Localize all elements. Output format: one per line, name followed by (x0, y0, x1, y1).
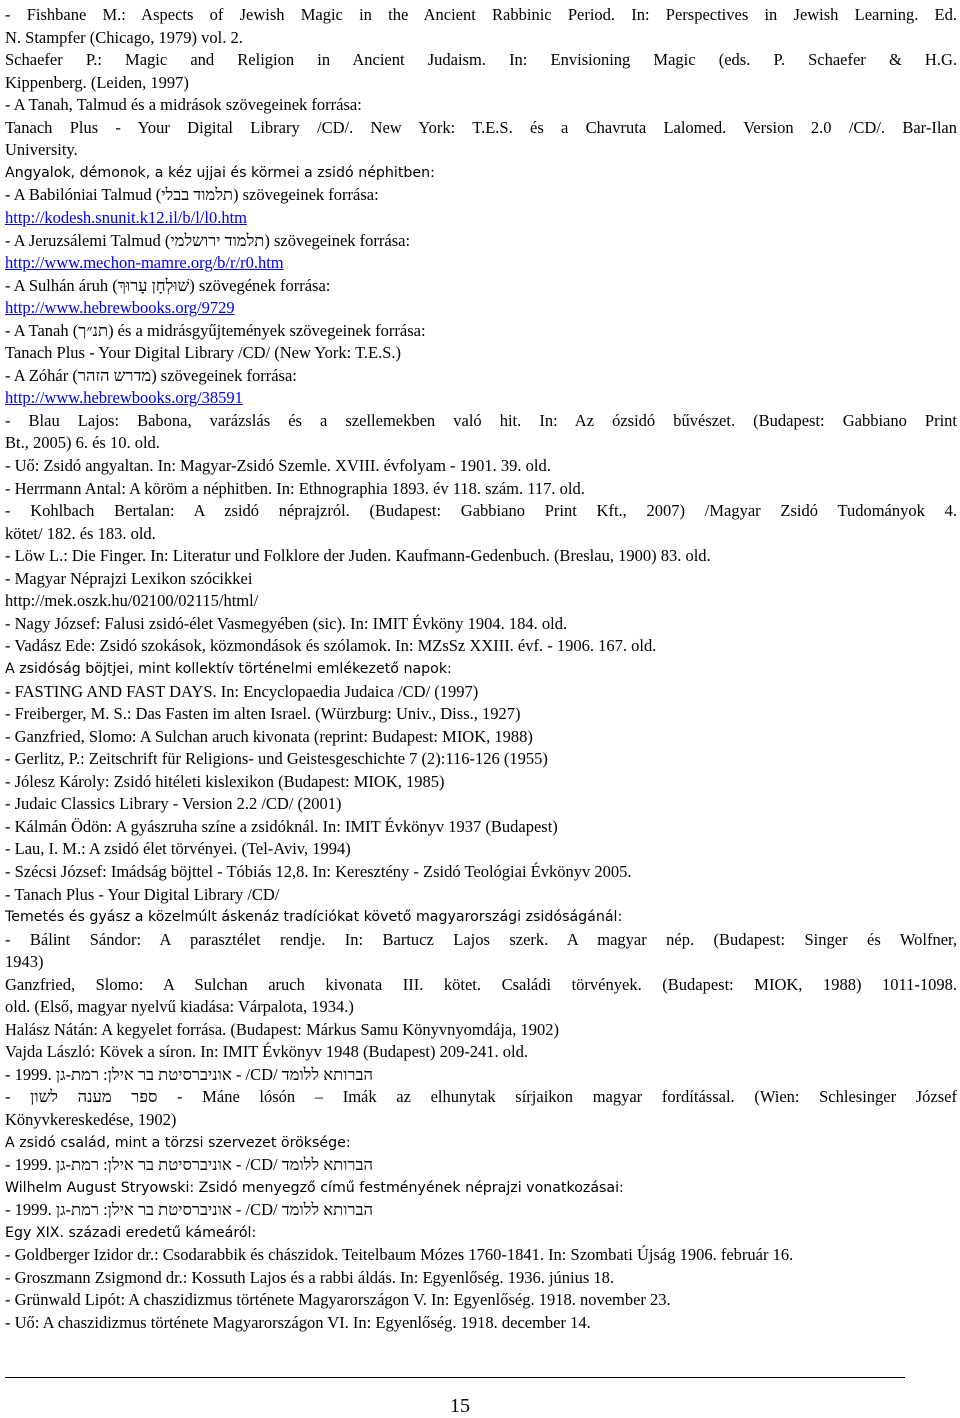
bibliography-line: - Vadász Ede: Zsidó szokások, közmondások és szólamok. In: MZsSz XXIII. évf. - 1906. 167. old. (5, 636, 657, 656)
bibliography-line: - A Tanah, Talmud és a midrások szövegeinek forrása: (5, 95, 362, 115)
bibliography-line: Halász Nátán: A kegyelet forrása. (Budapest: Márkus Samu Könyvnyomdája, 1902) (5, 1019, 559, 1039)
bibliography-line: Könyvkereskedése, 1902) (5, 1110, 177, 1129)
bibliography-line: - A Babilóniai Talmud (תלמוד בבלי) szövegeinek forrása: (5, 185, 379, 205)
bibliography-line: - Fishbane M.: Aspects of Jewish Magic in the Ancient Rabbinic Period. In: Perspectives in Jewish Learning. Ed. (5, 5, 957, 24)
bibliography-line: Ganzfried, Slomo: A Sulchan aruch kivonata III. kötet. Családi törvények. (Budapest: MIOK, 1988) 1011-1098. (5, 974, 957, 994)
bibliography-line: - A Jeruzsálemi Talmud (תלמוד ירושלמי) szövegeinek forrása: (5, 230, 411, 250)
bibliography-line: 1943) (5, 952, 44, 972)
bibliography-line: - Szécsi József: Imádság böjttel - Tóbiás 12,8. In: Keresztény - Zsidó Teológiai Évkönyv 2005. (5, 861, 632, 881)
bibliography-line: N. Stampfer (Chicago, 1979) vol. 2. (5, 27, 243, 47)
bibliography-line: Kippenberg. (Leiden, 1997) (5, 72, 189, 92)
page-number: 15 (450, 1395, 470, 1417)
bibliography-line: - Kohlbach Bertalan: A zsidó néprajzról. (Budapest: Gabbiano Print Kft., 2007) /Magyar Zsidó Tudományok 4. (5, 501, 957, 521)
hyperlink[interactable]: http://kodesh.snunit.k12.il/b/l/l0.htm (5, 208, 248, 227)
bibliography-line: - ספר מענה לשון - Máne lósón – Imák az elhunytak sírjaikon magyar fordítással. (Wien: Schlesinger József (5, 1087, 957, 1107)
link-line (5, 387, 957, 409)
bibliography-line: - Löw L.: Die Finger. In: Literatur und Folklore der Juden. Kaufmann-Gedenbuch. (Breslau, 1900) 83. old. (5, 546, 711, 566)
bibliography-line: - Magyar Néprajzi Lexikon szócikkei (5, 568, 253, 588)
bibliography-line: - 1999. אוניברסיטת בר אילן: רמת-גן - /CD/ הברותא ללומד (5, 1200, 373, 1220)
link-line (5, 297, 957, 319)
bibliography-line: Bt., 2005) 6. és 10. old. (5, 433, 160, 453)
bibliography-line: - Jólesz Károly: Zsidó hitéleti kislexikon (Budapest: MIOK, 1985) (5, 771, 445, 791)
bibliography-line: - A Zóhár (מדרש הזהר) szövegeinek forrása: (5, 365, 297, 385)
bibliography-line: Tanach Plus - Your Digital Library /CD/. New York: T.E.S. és a Chavruta Lalomed. Version 2.0 /CD/. Bar-Ilan (5, 117, 957, 137)
link-line (5, 252, 957, 274)
bibliography-line: - Bálint Sándor: A parasztélet rendje. In: Bartucz Lajos szerk. A magyar nép. (Budapest: Singer és Wolfner, (5, 929, 957, 949)
section-heading: Egy XIX. századi eredetű kámeáról: (5, 1224, 257, 1241)
bibliography-line: University. (5, 140, 78, 160)
bibliography-line: kötet/ 182. és 183. old. (5, 523, 156, 543)
bibliography-line: - Goldberger Izidor dr.: Csodarabbik és chászidok. Teitelbaum Mózes 1760-1841. In: Szombati Újság 1906. február 16. (5, 1245, 794, 1265)
bibliography-line: - Grünwald Lipót: A chaszidizmus története Magyarországon V. In: Egyenlőség. 1918. november 23. (5, 1290, 671, 1310)
bibliography-line: - Herrmann Antal: A köröm a néphitben. In: Ethnographia 1893. év 118. szám. 117. old. (5, 478, 585, 498)
section-heading: Temetés és gyász a közelmúlt áskenáz tradíciókat követő magyarországi zsidóságánál: (5, 909, 623, 925)
bibliography-line: - Freiberger, M. S.: Das Fasten im alten Israel. (Würzburg: Univ., Diss., 1927) (5, 704, 521, 724)
bibliography-line: Vajda László: Kövek a síron. In: IMIT Évkönyv 1948 (Budapest) 209-241. old. (5, 1042, 529, 1062)
bibliography-line: - Blau Lajos: Babona, varázslás és a szellemekben való hit. In: Az ózsidó bűvészet. (Budapest: Gabbiano Print (5, 410, 957, 430)
bibliography-line: - Uő: A chaszidizmus története Magyarországon VI. In: Egyenlőség. 1918. december 14. (5, 1312, 591, 1332)
bibliography-line: - 1999. אוניברסיטת בר אילן: רמת-גן - /CD/ הברותא ללומד (5, 1155, 373, 1174)
bibliography-line: - Kálmán Ödön: A gyászruha színe a zsidóknál. In: IMIT Évkönyv 1937 (Budapest) (5, 816, 558, 836)
bibliography-line: - Tanach Plus - Your Digital Library /CD/ (5, 884, 280, 904)
section-heading: Angyalok, démonok, a kéz ujjai és körmei a zsidó néphitben: (5, 164, 435, 181)
hyperlink[interactable]: http://www.mechon-mamre.org/b/r/r0.htm (5, 253, 284, 273)
hyperlink[interactable]: http://www.hebrewbooks.org/9729 (5, 298, 235, 318)
bibliography-line: - FASTING AND FAST DAYS. In: Encyclopaedia Judaica /CD/ (1997) (5, 681, 479, 701)
link-line (5, 207, 957, 229)
section-heading: A zsidó család, mint a törzsi szervezet öröksége: (5, 1134, 351, 1151)
bibliography-line: http://mek.oszk.hu/02100/02115/html/ (5, 591, 259, 611)
bibliography-line: - Gerlitz, P.: Zeitschrift für Religions- und Geistesgeschichte 7 (2):116-126 (1955) (5, 749, 548, 769)
bibliography-line: Tanach Plus - Your Digital Library /CD/ (New York: T.E.S.) (5, 343, 402, 363)
bibliography-line: - Judaic Classics Library - Version 2.2 /CD/ (2001) (5, 794, 342, 814)
bibliography-line: - Uő: Zsidó angyaltan. In: Magyar-Zsidó Szemle. XVIII. évfolyam - 1901. 39. old. (5, 456, 551, 475)
bibliography-line: - A Sulhán áruh (שׁוּלְחָן עָרוּךְ) szövegének forrása: (5, 275, 331, 295)
hyperlink[interactable]: http://www.hebrewbooks.org/38591 (5, 388, 243, 408)
section-heading: Wilhelm August Stryowski: Zsidó menyegző című festményének néprajzi vonatkozásai: (5, 1179, 624, 1196)
bibliography-line: - A Tanah (תנ״ך) és a midrásgyűjtemények szövegeinek forrása: (5, 320, 426, 340)
section-heading: A zsidóság böjtjei, mint kollektív történelmi emlékezető napok: (5, 661, 452, 677)
bibliography-line: Schaefer P.: Magic and Religion in Ancient Judaism. In: Envisioning Magic (eds. P. Schaefer & H.G. (5, 50, 957, 70)
bibliography-line: - Groszmann Zsigmond dr.: Kossuth Lajos és a rabbi áldás. In: Egyenlőség. 1936. június 18. (5, 1267, 615, 1287)
bibliography-line: old. (Első, magyar nyelvű kiadása: Várpalota, 1934.) (5, 997, 354, 1017)
bibliography-line: - 1999. אוניברסיטת בר אילן: רמת-גן - /CD/ הברותא ללומד (5, 1064, 373, 1084)
bibliography-line: - Nagy József: Falusi zsidó-élet Vasmegyében (sic). In: IMIT Évköny 1904. 184. old. (5, 613, 568, 633)
bibliography-line: - Ganzfried, Slomo: A Sulchan aruch kivonata (reprint: Budapest: MIOK, 1988) (5, 726, 533, 746)
footer-rule (5, 1377, 905, 1378)
bibliography-line: - Lau, I. M.: A zsidó élet törvényei. (Tel-Aviv, 1994) (5, 839, 351, 859)
